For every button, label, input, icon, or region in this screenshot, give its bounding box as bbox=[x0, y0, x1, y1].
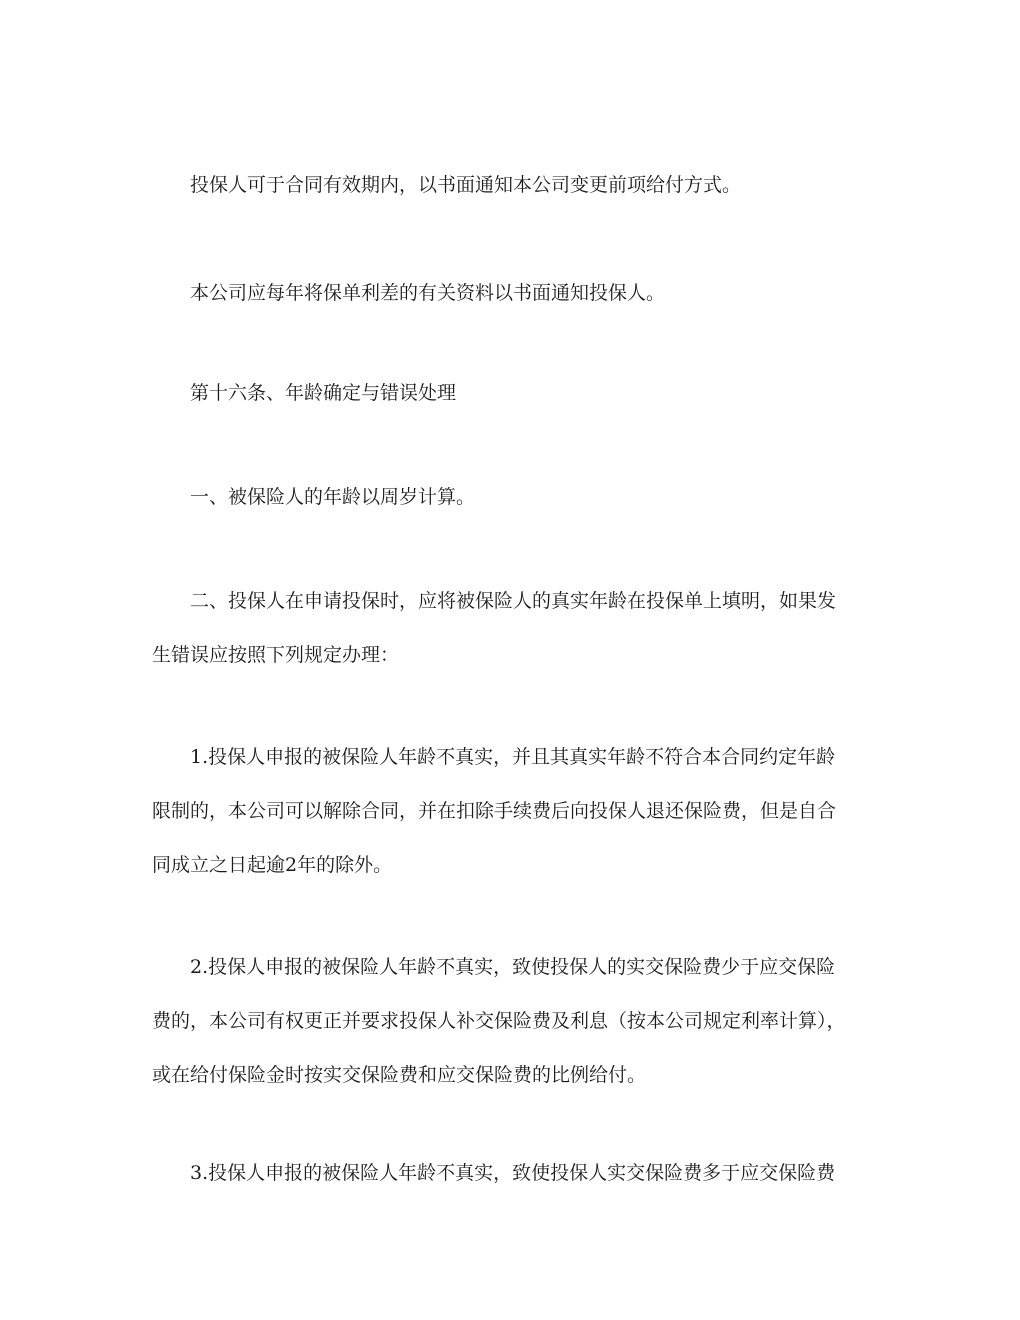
text-line: 或在给付保险金时按实交保险费和应交保险费的比例给付。 bbox=[152, 1064, 647, 1086]
text-line: 生错误应按照下列规定办理： bbox=[152, 644, 400, 666]
article-16-heading bbox=[152, 366, 874, 420]
text-line: 本公司应每年将保单利差的有关资料以书面通知投保人。 bbox=[190, 282, 666, 304]
text-line: 第十六条、年龄确定与错误处理 bbox=[190, 382, 457, 404]
item-1-contract-termination bbox=[152, 730, 874, 892]
text-line: 二、投保人在申请投保时，应将被保险人的真实年龄在投保单上填明，如果发 bbox=[190, 590, 837, 612]
paragraph-annual-notice bbox=[152, 266, 874, 320]
clause-1-age-calculation bbox=[152, 470, 874, 524]
text-line: 费的，本公司有权更正并要求投保人补交保险费及利息（按本公司规定利率计算）， bbox=[152, 1010, 846, 1032]
item-2-underpaid-premium bbox=[152, 940, 874, 1102]
item-3-overpaid-premium bbox=[152, 1146, 874, 1200]
text-line: 1.投保人申报的被保险人年龄不真实，并且其真实年龄不符合本合同约定年龄 bbox=[190, 746, 836, 768]
text-line: 同成立之日起逾2年的除外。 bbox=[152, 854, 393, 876]
text-line: 限制的，本公司可以解除合同，并在扣除手续费后向投保人退还保险费，但是自合 bbox=[152, 800, 837, 822]
text-line: 一、被保险人的年龄以周岁计算。 bbox=[190, 486, 476, 508]
text-line: 投保人可于合同有效期内，以书面通知本公司变更前项给付方式。 bbox=[190, 174, 742, 196]
clause-2-true-age bbox=[152, 574, 874, 682]
paragraph-payment-change bbox=[152, 158, 874, 212]
text-line: 2.投保人申报的被保险人年龄不真实，致使投保人的实交保险费少于应交保险 bbox=[190, 956, 836, 978]
text-line: 3.投保人申报的被保险人年龄不真实，致使投保人实交保险费多于应交保险费 bbox=[190, 1162, 836, 1184]
